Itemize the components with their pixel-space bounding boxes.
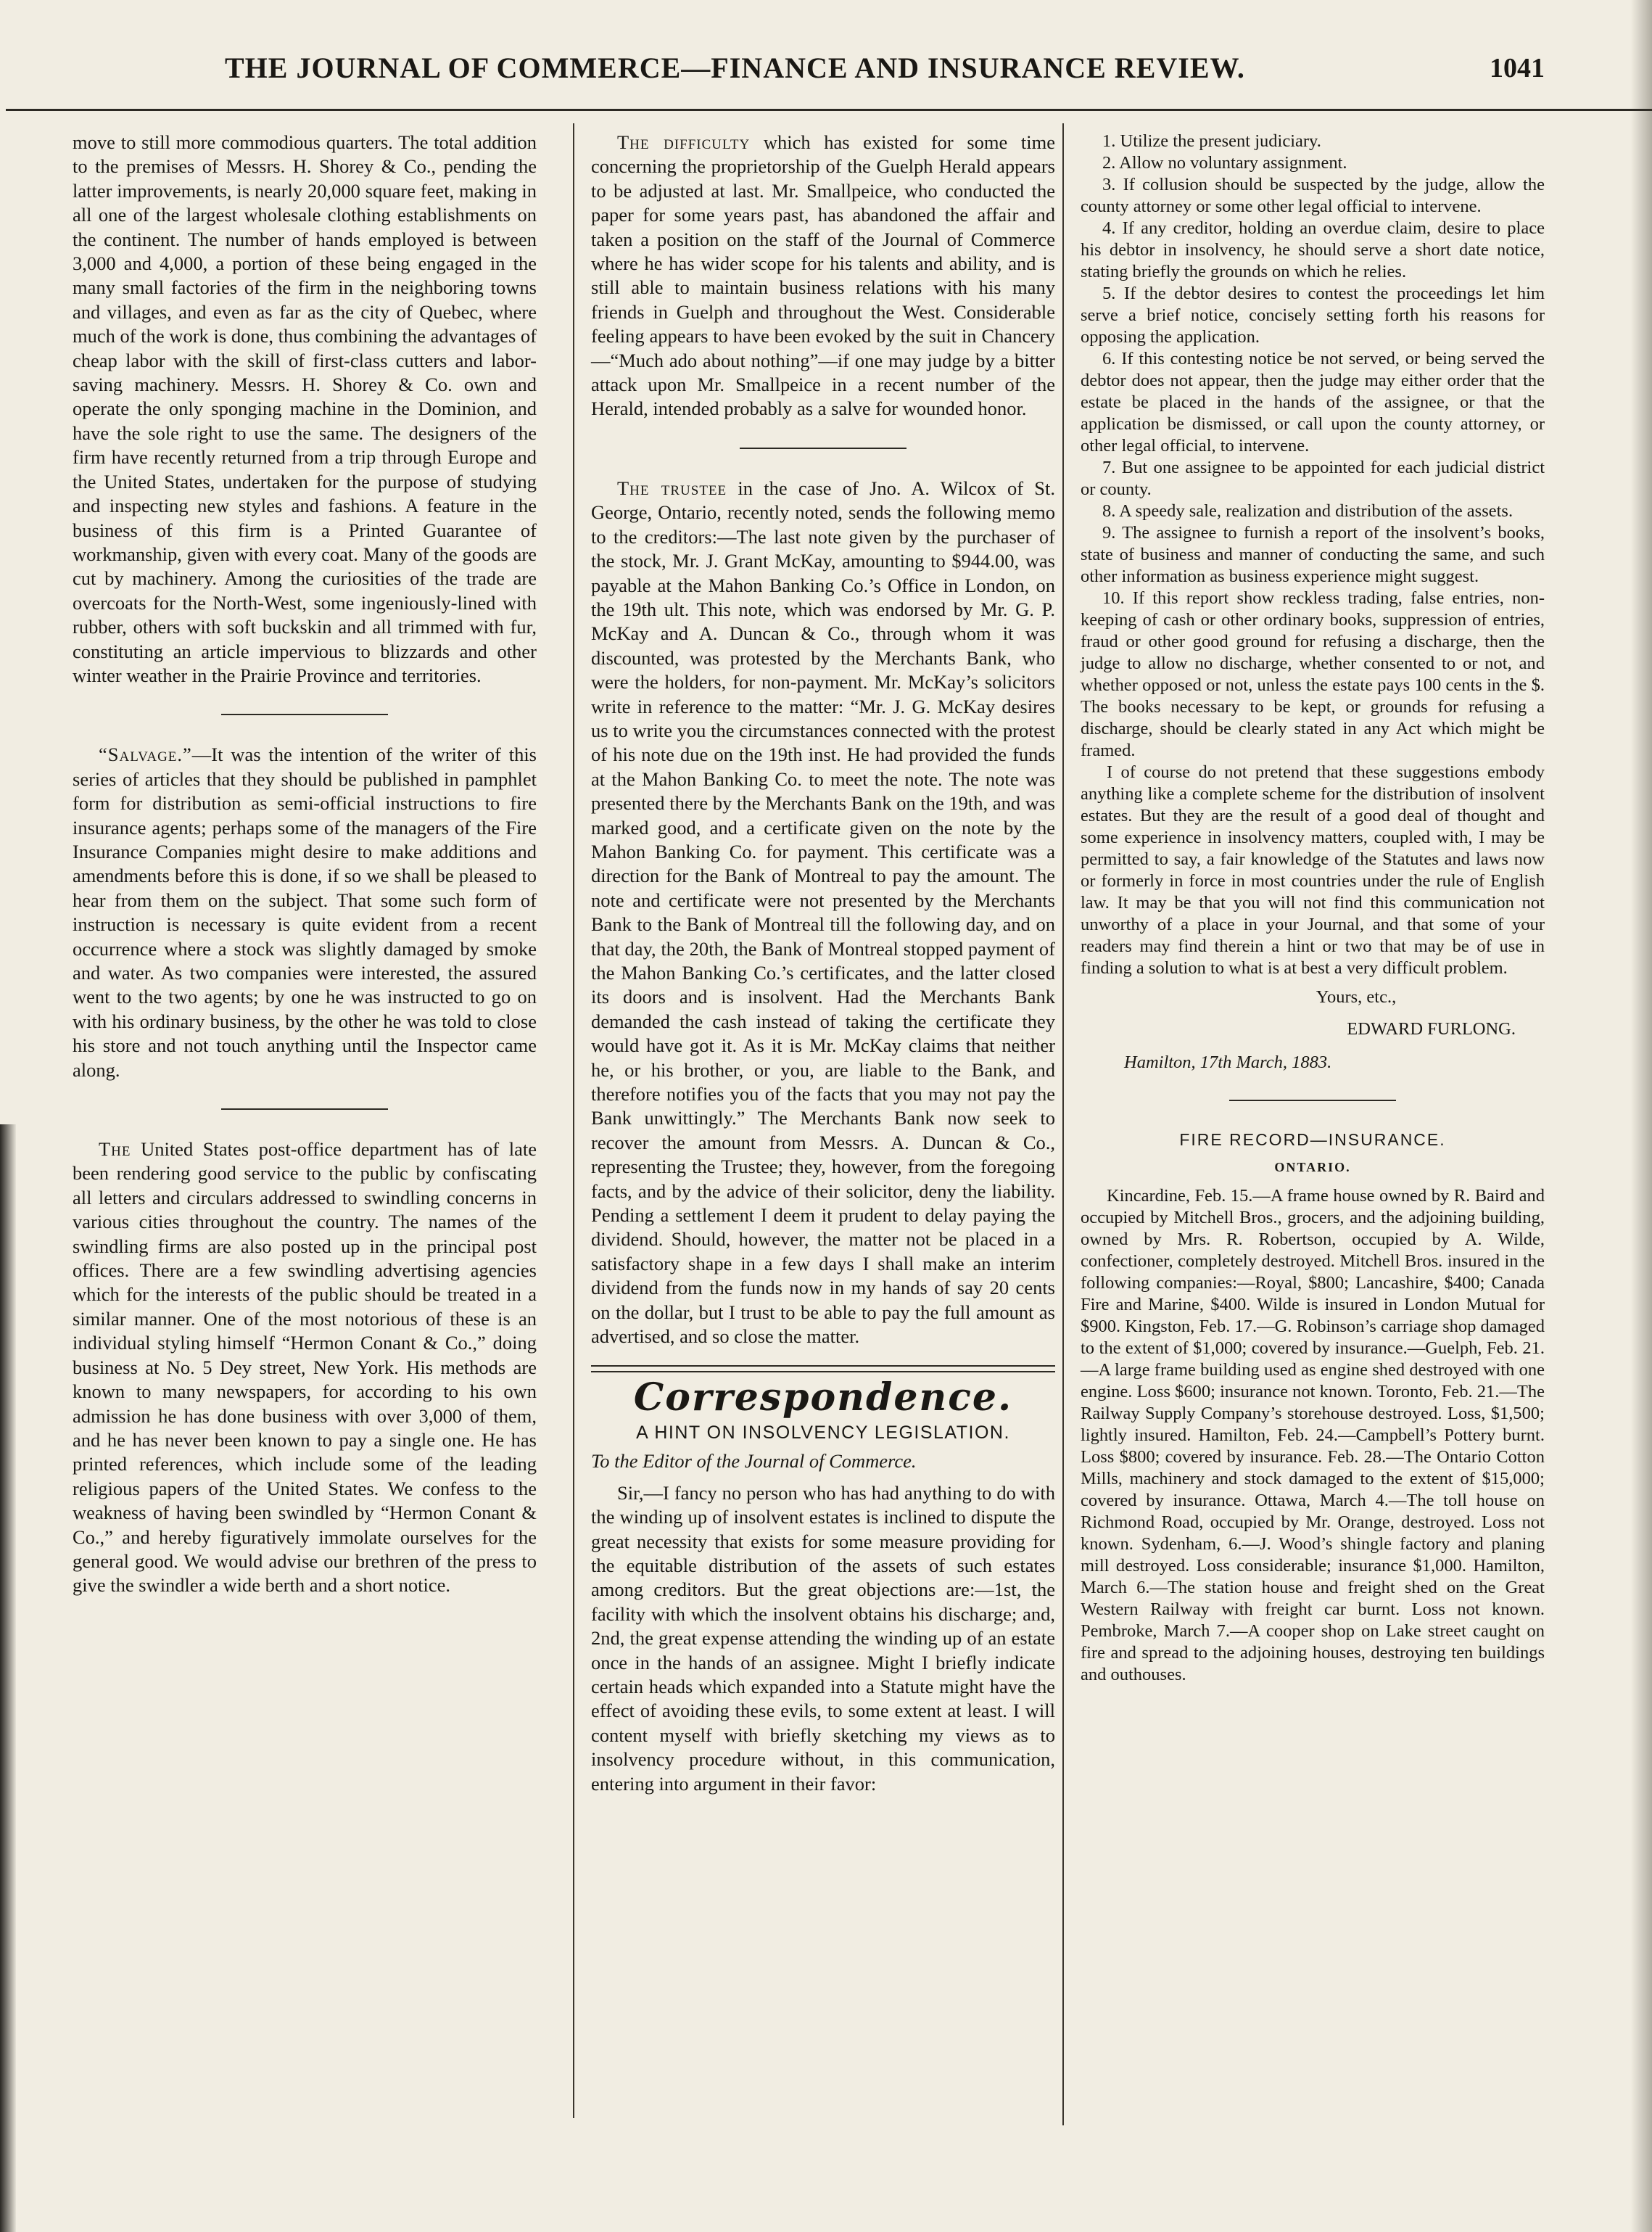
page-header bbox=[80, 45, 1588, 96]
proposal-item: 8. A speedy sale, realization and distribution of the assets. bbox=[1102, 501, 1513, 521]
article-separator bbox=[740, 448, 906, 449]
proposal-item: 9. The assignee to furnish a report of the insolvent’s books, state of business and manner of conducting the same, and such other information as business experience might suggest. bbox=[1081, 523, 1545, 586]
post-office-lead: The bbox=[99, 1138, 131, 1161]
article-separator bbox=[221, 1108, 388, 1110]
letter-closing: I of course do not pretend that these suggestions embody anything like a complete scheme for the distribution of insolvent estates. But they are the result of a good deal of thought and some experience in insolvency matters, coupled with, I may be permitted to say, a fair knowledge of the Statutes and laws now or formerly in force in most countries under the rule of English law. It may be that you will not find this communication not unworthy of a place in your Journal, and that some of your readers may find therein a hint or two that may be of use in finding a solution to what is at best a very difficult problem. bbox=[1081, 762, 1545, 978]
shorey-article: move to still more commodious quarters. The total addition to the premises of Messrs. H. Shorey & Co., pending the latter improvements, is nearly 20,000 square feet, making in all one of the largest wholesale clothing establishments on the continent. The number of hands employed is between 3,000 and 4,000, a portion of these being engaged in the many small factories of the firm in the neighboring towns and villages, and even as far as the city of Quebec, where much of the work is done, thus combining the advantages of cheap labor with the skill of first-class cutters and labor-saving machinery. Messrs. H. Shorey & Co. own and operate the only sponging machine in the Dominion, and have the sole right to use the same. The designers of the firm have recently returned from a trip through Europe and the United States, undertaken for the purpose of studying and inspecting new styles and fashions. A feature in the business of this firm is a Printed Guarantee of workmanship, given with every coat. Many of the goods are cut by machinery. Among the curiosities of the trade are overcoats for the North-West, some ingeniously-lined with rubber, others with soft buckskin and all trimmed with fur, constituting an article impervious to blizzards and other winter weather in the Prairie Province and territories. bbox=[73, 131, 537, 686]
column-divider-right bbox=[1062, 123, 1064, 2125]
insolvency-letter: Sir,—I fancy no person who has had anything to do with the winding up of insolvent estates is inclined to dispute the great necessity that exists for some measure providing for the equitable distribution of the assets of such estates among creditors. But the great objections are:—1st, the facility with which the insolvent obtains his discharge; and, 2nd, the great expense attending the winding up of an estate once in the hands of an assignee. Might I briefly indicate certain heads which expanded into a Statute might have the effect of avoiding these evils, to some extent at least. I will content myself with briefly sketching my views as to insolvency procedure without, in this communication, entering into argument in their favor: bbox=[591, 1481, 1055, 1795]
insolvency-article-title: A HINT ON INSOLVENCY LEGISLATION. bbox=[636, 1422, 1010, 1443]
trustee-article bbox=[591, 477, 1055, 1349]
letter-dateline: Hamilton, 17th March, 1883. bbox=[1124, 1053, 1332, 1072]
article-separator bbox=[221, 714, 388, 715]
proposal-item: 4. If any creditor, holding an overdue claim, desire to place his debtor in insolvency, he should serve a short date notice, stating briefly the grounds on which he relies. bbox=[1081, 218, 1545, 281]
binding-shadow bbox=[0, 1124, 16, 2232]
to-editor-line: To the Editor of the Journal of Commerce. bbox=[591, 1450, 917, 1473]
province-heading: ONTARIO. bbox=[1274, 1160, 1351, 1174]
page-number: 1041 bbox=[1490, 53, 1545, 83]
proposal-item: 5. If the debtor desires to contest the proceedings let him serve a brief notice, concisely setting forth his reasons for opposing the application. bbox=[1081, 284, 1545, 347]
salvage-article bbox=[73, 743, 537, 1082]
proposal-item: 1. Utilize the present judiciary. bbox=[1102, 131, 1321, 151]
proposal-item: 3. If collusion should be suspected by the judge, allow the county attorney or some other legal official to intervene. bbox=[1081, 175, 1545, 216]
section-rule-bottom bbox=[591, 1371, 1055, 1372]
column-3 bbox=[1081, 131, 1545, 1686]
proposal-item: 10. If this report show reckless trading, false entries, non-keeping of cash or other ordinary books, suppression of entries, fraud or other good ground for refusing a discharge, then the judge to allow no discharge, whether consented to or not, and whether opposed or not, unless the estate pays 100 cents in the $. The books necessary to be kept, or grounds for refusing a discharge, should be clearly stated in any Act which might be framed. bbox=[1081, 588, 1545, 760]
fire-record-title: FIRE RECORD—INSURANCE. bbox=[1179, 1130, 1446, 1149]
correspondence-heading: Correspondence. bbox=[633, 1375, 1013, 1420]
difficulty-article bbox=[591, 131, 1055, 421]
proposal-item: 2. Allow no voluntary assignment. bbox=[1102, 153, 1347, 173]
letter-valediction: Yours, etc., bbox=[1316, 987, 1397, 1007]
post-office-article bbox=[73, 1137, 537, 1598]
post-office-text: United States post-office department has of late been rendering good service to the public by confiscating all letters and circulars addressed to swindling concerns in various cities throughout the country. The names of the swindling firms are also posted up in the principal post offices. There are a few swindling advertising agencies which for the interests of the public should be treated in a similar manner. One of the most notorious of these is an individual styling himself “Hermon Conant & Co.,” doing business at No. 5 Dey street, New York. His methods are known to many newspapers, for according to his own admission he has done business with over 3,000 of them, and he has never been known to pay a single one. He has printed references, which include some of the leading religious papers of the United States. We confess to the weakness of having been swindled by “Hermon Conant & Co.,” and hereby figuratively immolate ourselves for the general good. We would advise our brethren of the press to give the swindler a wide berth and a short notice. bbox=[73, 1138, 537, 1597]
journal-title: THE JOURNAL OF COMMERCE—FINANCE AND INSURANCE REVIEW. bbox=[225, 52, 1245, 84]
column-divider-left bbox=[573, 123, 574, 2118]
page-edge-shadow bbox=[1630, 0, 1652, 2232]
trustee-text: in the case of Jno. A. Wilcox of St. George, Ontario, recently noted, sends the following memo to the creditors:—The last note given by the purchaser of the stock, Mr. J. Grant McKay, amounting to $944.00, was payable at the Mahon Banking Co.’s Office in London, on the 19th ult. This note, which was endorsed by Mr. G. P. McKay and A. Duncan & Co., through whom it was discounted, was protested by the Merchants Bank, who were the holders, for non-payment. Mr. McKay’s solicitors write in reference to the matter: “Mr. J. G. McKay desires us to write you the circumstances connected with the protest of his note due on the 19th inst. He had provided the funds at the Mahon Banking Co. to meet the note. The note was presented there by the Merchants Bank on the 19th, and was marked good, and a certificate given on the note by the Mahon Banking Co. for payment. This certificate was a direction for the Bank of Montreal to pay the amount. The note and certificate were not presented by the Merchants Bank to the Bank of Montreal till the following day, and on that day, the 20th, the Bank of Montreal stopped payment of the Mahon Banking Co.’s certificates, and the latter closed its doors and is insolvent. Had the Merchants Bank demanded the cash instead of taking the certificate they would have got it. As it is Mr. McKay claims that neither he, or his brother, or you, are liable to the Bank, and therefore notifies you of the facts that you may not pay the Bank unwittingly.” The Merchants Bank now seek to recover the amount from Messrs. A. Duncan & Co., representing the Trustee; they, however, from the foregoing facts, and by the advice of their solicitor, deny the liability. Pending a settlement I deem it prudent to delay paying the dividend. Should, however, the matter not be placed in a satisfactory shape in a few days I shall make an interim dividend from the funds now in my hands of say 20 cents on the dollar, but I trust to be able to pay the full amount as advertised, and so close the matter. bbox=[591, 477, 1055, 1348]
salvage-lead: “Salvage.” bbox=[99, 744, 192, 766]
article-separator bbox=[1229, 1100, 1396, 1101]
salvage-text: —It was the intention of the writer of this series of articles that they should be published in pamphlet form for distribution as semi-official instructions to fire insurance agents; perhaps some of the managers of the Fire Insurance Companies might desire to make additions and amendments before this is done, if so we shall be pleased to hear from them on the subject. That some such form of instruction is necessary is quite evident from a recent occurrence where a stock was slightly damaged by smoke and water. As two companies were interested, the assured went to the two agents; by one he was instructed to go on with his ordinary business, by the other he was told to close his store and not touch anything until the Inspector came along. bbox=[73, 744, 537, 1081]
proposal-item: 7. But one assignee to be appointed for each judicial district or county. bbox=[1081, 458, 1545, 499]
trustee-lead: The trustee bbox=[617, 477, 727, 499]
column-2 bbox=[591, 131, 1055, 1796]
insolvency-proposals bbox=[1081, 131, 1545, 762]
column-1 bbox=[73, 131, 537, 1598]
section-rule-top bbox=[591, 1365, 1055, 1367]
letter-signature: EDWARD FURLONG. bbox=[1347, 1019, 1516, 1039]
header-rule bbox=[6, 109, 1652, 111]
proposal-item: 6. If this contesting notice be not served, or being served the debtor does not appear, then the judge may either order that the estate be placed in the hands of the assignee, or that the application be dismissed, or call upon the county attorney, or other legal official, to intervene. bbox=[1081, 349, 1545, 456]
difficulty-text: which has existed for some time concerning the proprietorship of the Guelph Herald appears to be adjusted at last. Mr. Smallpeice, who conducted the paper for some years past, has abandoned the affair and taken a position on the staff of the Journal of Commerce where he has wider scope for his talents and ability, and is still able to maintain business relations with his many friends in Guelph and throughout the West. Considerable feeling appears to have been evoked by the suit in Chancery—“Much ado about nothing”—if one may judge by a bitter attack upon Mr. Smallpeice in a recent number of the Herald, intended probably as a salve for wounded honor. bbox=[591, 131, 1056, 420]
fire-record-text: Kincardine, Feb. 15.—A frame house owned by R. Baird and occupied by Mitchell Bros., grocers, and the adjoining building, owned by Mrs. R. Robertson, occupied by A. Wilde, confectioner, completely destroyed. Mitchell Bros. insured in the following companies:—Royal, $800; Lancashire, $400; Canada Fire and Marine, $400. Wilde is insured in London Mutual for $900. Kingston, Feb. 17.—G. Robinson’s carriage shop damaged to the extent of $1,000; covered by insurance.—Guelph, Feb. 21.—A large frame building used as engine shed destroyed with one engine. Loss $600; insurance not known. Toronto, Feb. 21.—The Railway Supply Company’s storehouse destroyed. Loss, $1,500; lightly insured. Hamilton, Feb. 24.—Campbell’s Pottery burnt. Loss $800; covered by insurance. Feb. 28.—The Ontario Cotton Mills, machinery and stock damaged to the extent of $15,000; covered by insurance. Ottawa, March 4.—The toll house on Richmond Road, occupied by Mr. Orange, destroyed. Loss not known. Sydenham, 6.—J. Wood’s shingle factory and planing mill destroyed. Loss considerable; insurance $1,000. Hamilton, March 6.—The station house and freight shed on the Great Western Railway with freight car burnt. Loss not known. Pembroke, March 7.—A cooper shop on Lake street caught on fire and spread to the adjoining houses, destroying ten buildings and outhouses. bbox=[1081, 1186, 1545, 1684]
difficulty-lead: The difficulty bbox=[617, 131, 751, 153]
